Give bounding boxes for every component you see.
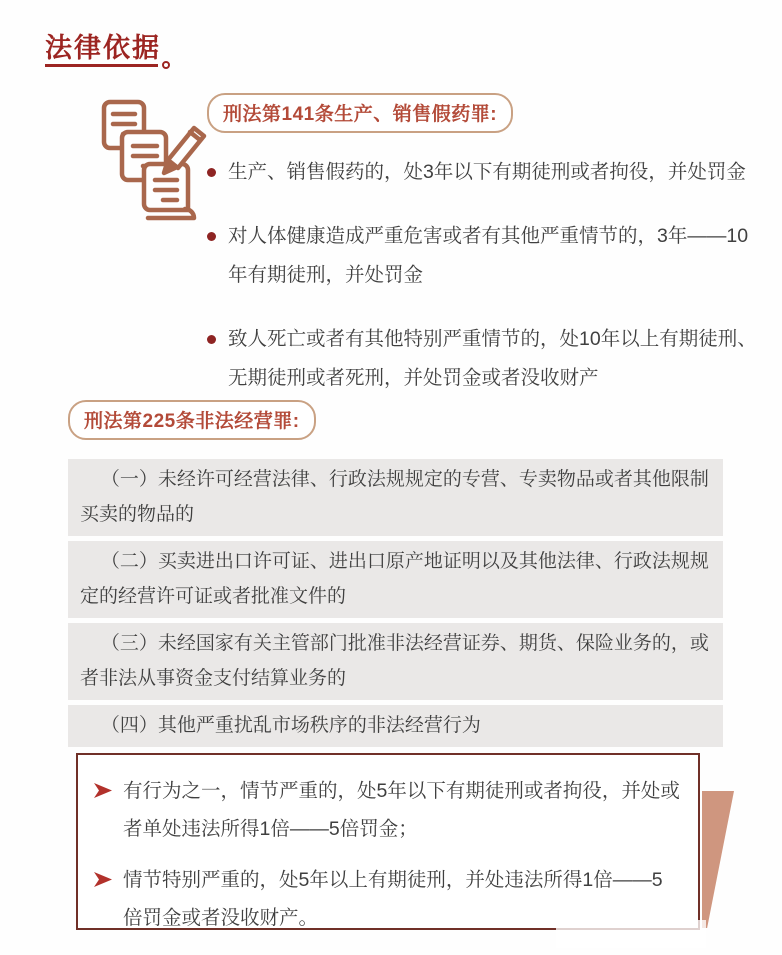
penalty-text: 情节特别严重的，处5年以上有期徒刑，并处违法所得1倍——5倍罚金或者没收财产。 [123,869,663,929]
article-225-header-badge: 刑法第225条非法经营罪: [68,400,316,440]
article-225-item-list [68,459,723,747]
section-article-225 [68,400,723,752]
page-title: 法律依据 [45,33,161,63]
penalty-text: 有行为之一，情节严重的，处5年以下有期徒刑或者拘役，并处或者单处违法所得1倍——5倍罚金； [123,780,680,840]
section-article-141 [207,93,763,423]
list-item [207,320,759,398]
list-item: （三）未经国家有关主管部门批准非法经营证券、期货、保险业务的，或者非法从事资金支付结算业务的 [68,623,723,700]
list-item: （四）其他严重扰乱市场秩序的非法经营行为 [68,705,723,747]
watermark [556,920,706,948]
list-item [93,772,680,848]
title-underline [45,64,158,67]
red-arrowhead-icon [93,782,113,799]
article-141-bullet-list [207,153,759,398]
red-arrowhead-icon [93,871,113,888]
round-bullet-icon [207,335,216,344]
documents-pen-icon [96,94,216,228]
round-bullet-icon [207,232,216,241]
bullet-text: 致人死亡或者有其他特别严重情节的，处10年以上有期徒刑、无期徒刑或者死刑，并处罚金或者没收财产 [228,328,757,389]
bullet-text: 对人体健康造成严重危害或者有其他严重情节的，3年——10年有期徒刑，并处罚金 [228,225,749,286]
list-item [207,153,759,192]
penalty-box [76,753,700,930]
bullet-text: 生产、销售假药的，处3年以下有期徒刑或者拘役，并处罚金 [228,161,746,183]
decorative-shadow-wedge [702,791,734,928]
list-item: （二）买卖进出口许可证、进出口原产地证明以及其他法律、行政法规规定的经营许可证或者批准文件的 [68,541,723,618]
list-item: （一）未经许可经营法律、行政法规规定的专营、专卖物品或者其他限制买卖的物品的 [68,459,723,536]
round-bullet-icon [207,168,216,177]
article-141-header-badge: 刑法第141条生产、销售假药罪: [207,93,513,133]
list-item [207,217,759,295]
underline-end-circle-icon [162,61,170,69]
